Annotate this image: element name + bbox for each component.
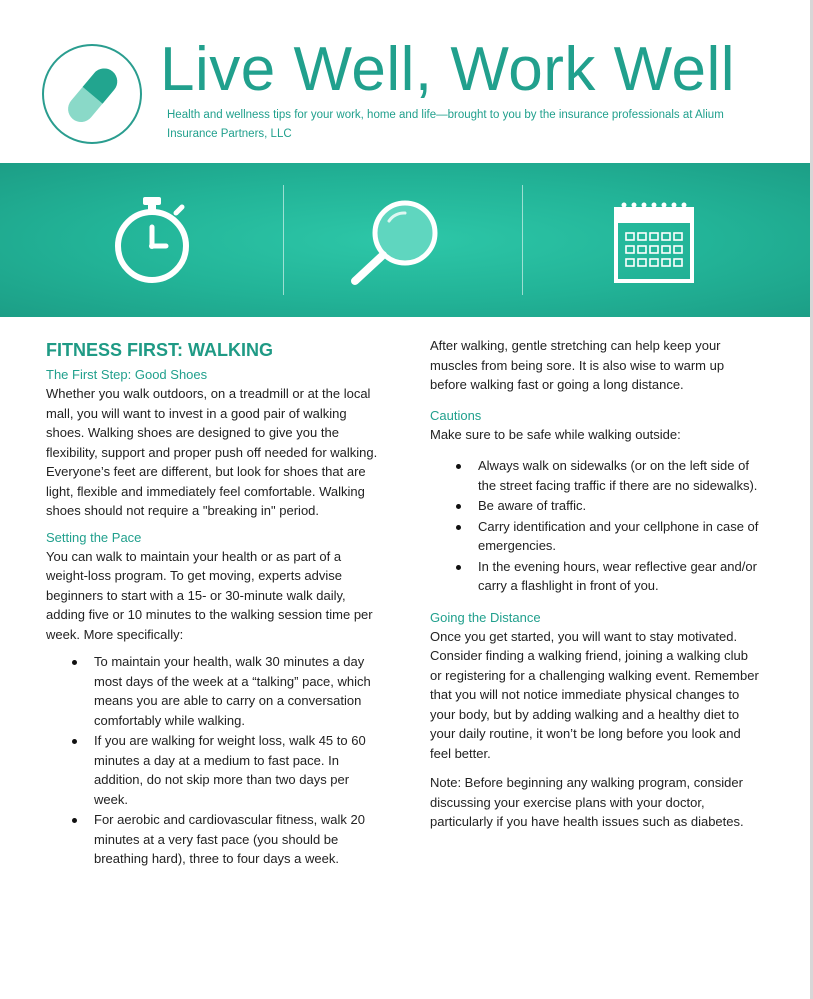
section-body-distance: Once you get started, you will want to stay motivated. Consider finding a walking friend, joining a walking club or registering for a challenging walking event. Remember that you will not notice immediate physical changes to your body, but by adding walking and a healthy diet to your daily routine, it won’t be long before you look and feel better. — [430, 628, 759, 761]
left-column — [46, 338, 382, 875]
calendar-icon — [610, 199, 698, 287]
list-item: Carry identification and your cellphone in case of emergencies. — [478, 517, 760, 556]
section-body-cautions: Make sure to be safe while walking outside: — [430, 426, 681, 442]
list-item: To maintain your health, walk 30 minutes a day most days of the week at a “talking” pace, which means you are able to carry on a conversation comfortably while walking. — [94, 652, 382, 730]
section-body-pace: You can walk to maintain your health or as part of a weight-loss program. To get moving, experts advise beginners to start with a 15- or 30-minute walk daily, adding five or 10 minutes to the walking session time per week. More specifically: — [46, 548, 373, 642]
newsletter-subtitle: Health and wellness tips for your work, home and life—brought to you by the insurance professionals at Alium Insurance Partners, LLC — [167, 109, 724, 140]
list-item: For aerobic and cardiovascular fitness, walk 20 minutes at a very fast pace (you should be breathing hard), three to four days a week. — [94, 810, 382, 869]
stopwatch-icon — [110, 193, 194, 285]
section-body-stretch: After walking, gentle stretching can help keep your muscles from being sore. It is also wise to warm up before walking fast or going a long distance. — [430, 338, 725, 392]
banner-divider — [283, 185, 284, 295]
section-heading-shoes: The First Step: Good Shoes — [46, 367, 208, 382]
section-body-shoes: Whether you walk outdoors, on a treadmill or at the local mall, you will want to invest in a good pair of walking shoes. Walking shoes are designed to give you the flexibility, support and proper push off needed for walking. Everyone’s feet are different, but look for shoes that are light, flexible and immediately feel comfortable. Walking shoes should not require a "breaking in" period. — [46, 386, 378, 518]
list-item: Be aware of traffic. — [478, 496, 760, 516]
section-heading-cautions: Cautions — [430, 407, 482, 423]
list-item: If you are walking for weight loss, walk 45 to 60 minutes a day at a medium to fast pace. In addition, do not skip more than two days per week. — [94, 731, 382, 809]
list-item: In the evening hours, wear reflective gear and/or carry a flashlight in front of you. — [478, 557, 760, 596]
banner-divider — [522, 185, 523, 295]
list-item: Always walk on sidewalks (or on the left side of the street facing traffic if there are no sidewalks). — [478, 456, 760, 495]
cautions-bullet-list — [430, 456, 760, 596]
newsletter-title: Live Well, Work Well — [160, 35, 736, 104]
icon-banner — [0, 163, 810, 317]
magnifier-icon — [345, 195, 443, 287]
right-column — [430, 336, 760, 839]
pill-logo-icon — [42, 44, 142, 144]
section-body-note: Note: Before beginning any walking program, consider discussing your exercise plans with your doctor, particularly if you have health issues such as diabetes. — [430, 775, 744, 829]
article-title: FITNESS FIRST: WALKING — [46, 340, 273, 360]
pace-bullet-list — [46, 652, 382, 869]
section-heading-distance: Going the Distance — [430, 609, 541, 625]
section-heading-pace: Setting the Pace — [46, 529, 142, 545]
